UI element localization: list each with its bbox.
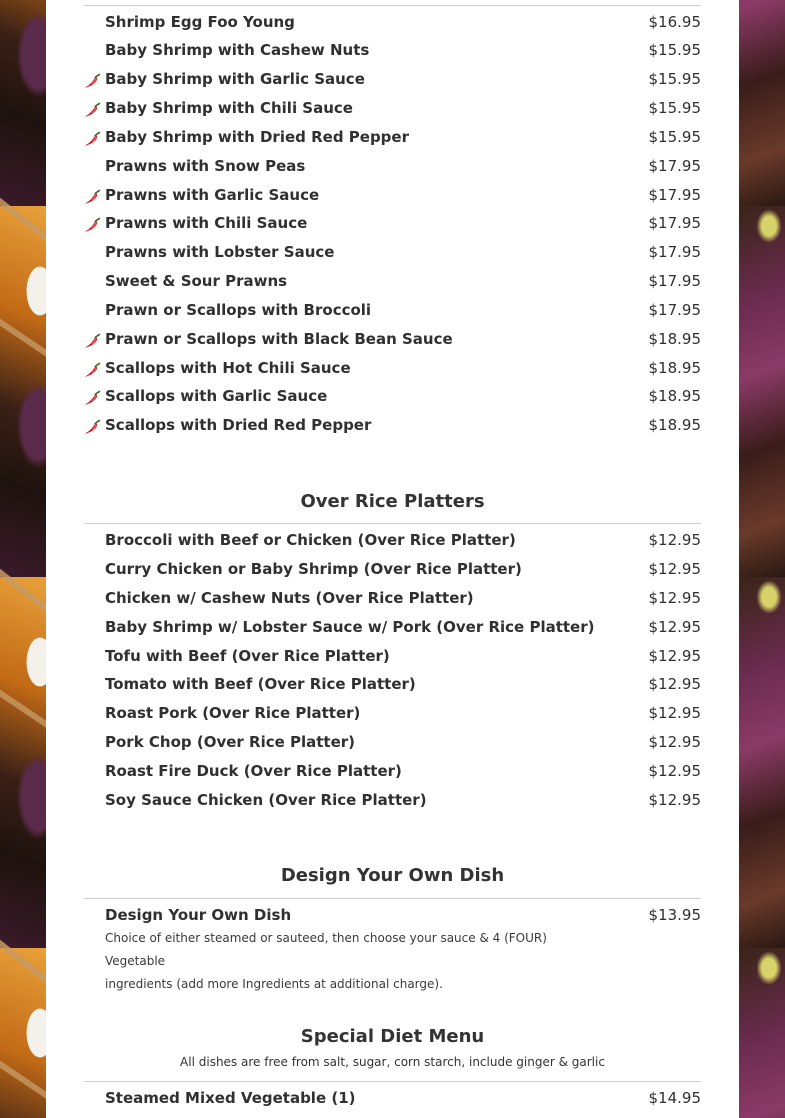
item-price: $12.95: [648, 791, 701, 809]
item-price: $17.95: [648, 214, 701, 232]
item-price: $16.95: [648, 13, 701, 31]
item-description: [105, 927, 605, 996]
item-price: $15.95: [648, 99, 701, 117]
menu-item[interactable]: [84, 40, 701, 68]
menu-item[interactable]: [84, 790, 701, 818]
menu-item[interactable]: [84, 98, 701, 126]
item-price: $12.95: [648, 531, 701, 549]
menu-item[interactable]: [84, 559, 701, 587]
item-name: Prawns with Lobster Sauce: [105, 243, 335, 261]
menu-item[interactable]: [84, 703, 701, 731]
item-name: Prawn or Scallops with Broccoli: [105, 301, 372, 319]
menu-item[interactable]: [84, 12, 701, 40]
item-name: Baby Shrimp with Cashew Nuts: [105, 41, 370, 59]
item-price: $18.95: [648, 387, 701, 405]
item-price: $17.95: [648, 272, 701, 290]
item-price: $14.95: [648, 1089, 701, 1107]
menu-item[interactable]: [84, 127, 701, 155]
menu-item[interactable]: [84, 674, 701, 702]
menu-item[interactable]: [84, 1088, 701, 1116]
section-title-special-diet: Special Diet Menu: [300, 1026, 485, 1047]
menu-item[interactable]: [84, 156, 701, 184]
item-name: Chicken w/ Cashew Nuts (Over Rice Platter): [105, 589, 474, 607]
menu-item[interactable]: [84, 415, 701, 443]
item-name: Tofu with Beef (Over Rice Platter): [105, 647, 390, 665]
menu-item[interactable]: [84, 530, 701, 558]
item-name: Scallops with Garlic Sauce: [105, 387, 328, 405]
item-name: Baby Shrimp with Chili Sauce: [105, 99, 353, 117]
item-name: Prawns with Chili Sauce: [105, 214, 308, 232]
menu-item[interactable]: [84, 761, 701, 789]
section-divider: [84, 898, 701, 899]
item-price: $18.95: [648, 330, 701, 348]
item-price: $17.95: [648, 157, 701, 175]
item-description-line: ingredients (add more Ingredients at additional charge).: [105, 977, 443, 991]
item-name: Scallops with Hot Chili Sauce: [105, 359, 351, 377]
menu-item[interactable]: [84, 386, 701, 414]
background-left: [0, 0, 46, 1118]
item-price: $12.95: [648, 704, 701, 722]
item-price: $17.95: [648, 301, 701, 319]
item-price: $17.95: [648, 186, 701, 204]
menu-item[interactable]: [84, 646, 701, 674]
section-divider: [84, 523, 701, 524]
menu-item[interactable]: [84, 213, 701, 241]
item-price: $12.95: [648, 618, 701, 636]
menu-item[interactable]: [84, 358, 701, 386]
item-name: Prawns with Snow Peas: [105, 157, 306, 175]
item-price: $18.95: [648, 359, 701, 377]
item-price: $12.95: [648, 675, 701, 693]
item-description-line: Choice of either steamed or sauteed, then choose your sauce & 4 (FOUR) Vegetable: [105, 931, 547, 968]
menu-item[interactable]: [84, 329, 701, 357]
item-name: Prawn or Scallops with Black Bean Sauce: [105, 330, 453, 348]
menu-item[interactable]: [84, 69, 701, 97]
item-price: $15.95: [648, 41, 701, 59]
item-name: Scallops with Dried Red Pepper: [105, 416, 372, 434]
item-price: $12.95: [648, 560, 701, 578]
chili-pepper-icon: [84, 102, 101, 119]
item-price: $12.95: [648, 762, 701, 780]
item-name: Roast Fire Duck (Over Rice Platter): [105, 762, 402, 780]
item-price: $12.95: [648, 733, 701, 751]
chili-pepper-icon: [84, 419, 101, 436]
item-price: $15.95: [648, 128, 701, 146]
chili-pepper-icon: [84, 362, 101, 379]
chili-pepper-icon: [84, 333, 101, 350]
item-price: $12.95: [648, 647, 701, 665]
chili-pepper-icon: [84, 217, 101, 234]
item-name: Baby Shrimp w/ Lobster Sauce w/ Pork (Over Rice Platter): [105, 618, 595, 636]
item-price: $15.95: [648, 70, 701, 88]
item-name: Baby Shrimp with Garlic Sauce: [105, 70, 365, 88]
menu-panel: [46, 0, 739, 1118]
section-title-design-own: Design Your Own Dish: [280, 865, 505, 886]
item-price: $17.95: [648, 243, 701, 261]
section-subtitle: All dishes are free from salt, sugar, corn starch, include ginger & garlic: [180, 1055, 605, 1069]
item-name: Roast Pork (Over Rice Platter): [105, 704, 361, 722]
item-name: Sweet & Sour Prawns: [105, 272, 288, 290]
background-right: [739, 0, 785, 1118]
chili-pepper-icon: [84, 390, 101, 407]
item-name: Baby Shrimp with Dried Red Pepper: [105, 128, 409, 146]
item-name: Prawns with Garlic Sauce: [105, 186, 320, 204]
chili-pepper-icon: [84, 131, 101, 148]
menu-item[interactable]: [84, 242, 701, 270]
item-name: Shrimp Egg Foo Young: [105, 13, 295, 31]
item-price: $13.95: [648, 906, 701, 924]
item-name: Broccoli with Beef or Chicken (Over Rice Platter): [105, 531, 516, 549]
section-divider: [84, 5, 701, 6]
menu-item[interactable]: [84, 185, 701, 213]
section-title-over-rice: Over Rice Platters: [300, 491, 485, 512]
chili-pepper-icon: [84, 189, 101, 206]
chili-pepper-icon: [84, 73, 101, 90]
menu-item[interactable]: [84, 300, 701, 328]
item-name: Soy Sauce Chicken (Over Rice Platter): [105, 791, 427, 809]
item-price: $12.95: [648, 589, 701, 607]
menu-item[interactable]: [84, 732, 701, 760]
section-divider: [84, 1081, 701, 1082]
item-price: $18.95: [648, 416, 701, 434]
item-name: Tomato with Beef (Over Rice Platter): [105, 675, 416, 693]
menu-item[interactable]: [84, 617, 701, 645]
menu-item[interactable]: [84, 271, 701, 299]
item-name: Curry Chicken or Baby Shrimp (Over Rice Platter): [105, 560, 522, 578]
menu-item[interactable]: [84, 588, 701, 616]
item-name: Steamed Mixed Vegetable (1): [105, 1089, 356, 1107]
item-name: Design Your Own Dish: [105, 906, 292, 924]
item-name: Pork Chop (Over Rice Platter): [105, 733, 356, 751]
